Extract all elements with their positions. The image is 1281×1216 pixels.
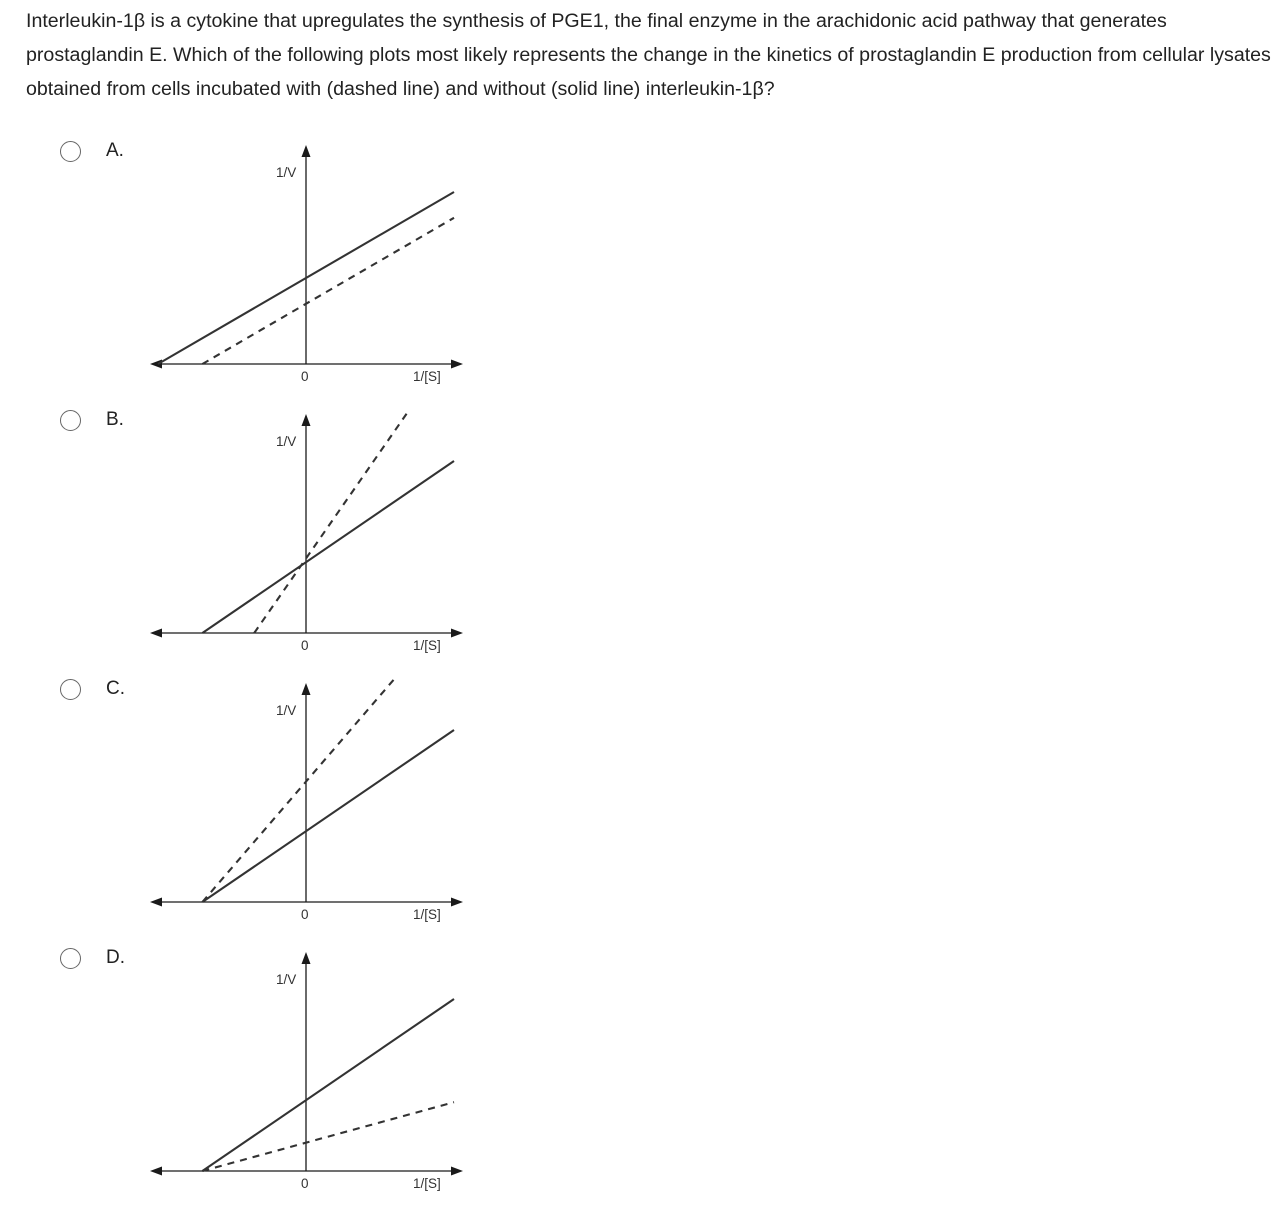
x-axis-left-arrow-d	[150, 1167, 162, 1176]
question-text: Interleukin-1β is a cytokine that upregulates the synthesis of PGE1, the final enzyme in the arachidonic acid pathway that generates prostaglandin E. Which of the following plots most likely represents the change in the kinetics of prostaglandin E production from cellular lysates obtained from cells incubated with (dashed line) and without (solid line) interleukin-1β?	[26, 10, 1271, 100]
x-axis-label-b: 1/[S]	[413, 638, 441, 653]
option-letter-b[interactable]: B.	[106, 409, 124, 430]
origin-tick-label-d: 0	[301, 1176, 309, 1191]
solid-line-c	[202, 730, 454, 902]
x-axis-label-a: 1/[S]	[413, 369, 441, 384]
origin-tick-label-b: 0	[301, 638, 309, 653]
y-axis-label-a: 1/V	[276, 165, 297, 180]
y-axis-label-c: 1/V	[276, 703, 297, 718]
answer-option-b[interactable]	[0, 410, 600, 678]
solid-line-b	[202, 461, 454, 633]
y-axis-arrow-d	[302, 952, 311, 964]
y-axis-arrow-a	[302, 145, 311, 157]
x-axis-right-arrow-a	[451, 360, 463, 369]
option-letter-a[interactable]: A.	[106, 140, 124, 161]
x-axis-label-c: 1/[S]	[413, 907, 441, 922]
answer-option-d[interactable]	[0, 948, 600, 1216]
y-axis-label-d: 1/V	[276, 972, 297, 987]
dashed-line-d	[202, 1102, 454, 1171]
x-axis-right-arrow-d	[451, 1167, 463, 1176]
answer-option-c[interactable]	[0, 679, 600, 947]
x-axis-label-d: 1/[S]	[413, 1176, 441, 1191]
x-axis-right-arrow-c	[451, 898, 463, 907]
y-axis-label-b: 1/V	[276, 434, 297, 449]
lineweaver-burk-plot-c	[0, 679, 600, 947]
lineweaver-burk-plot-d	[0, 948, 600, 1216]
x-axis-left-arrow-a	[150, 360, 162, 369]
solid-line-d	[202, 999, 454, 1171]
dashed-line-a	[202, 218, 454, 364]
lineweaver-burk-plot-b	[0, 410, 600, 678]
lineweaver-burk-plot-a	[0, 141, 600, 409]
origin-tick-label-c: 0	[301, 907, 309, 922]
option-letter-d[interactable]: D.	[106, 947, 125, 968]
y-axis-arrow-b	[302, 414, 311, 426]
x-axis-left-arrow-b	[150, 629, 162, 638]
x-axis-left-arrow-c	[150, 898, 162, 907]
x-axis-right-arrow-b	[451, 629, 463, 638]
origin-tick-label-a: 0	[301, 369, 309, 384]
option-letter-c[interactable]: C.	[106, 678, 125, 699]
y-axis-arrow-c	[302, 683, 311, 695]
answer-option-a[interactable]	[0, 141, 600, 409]
